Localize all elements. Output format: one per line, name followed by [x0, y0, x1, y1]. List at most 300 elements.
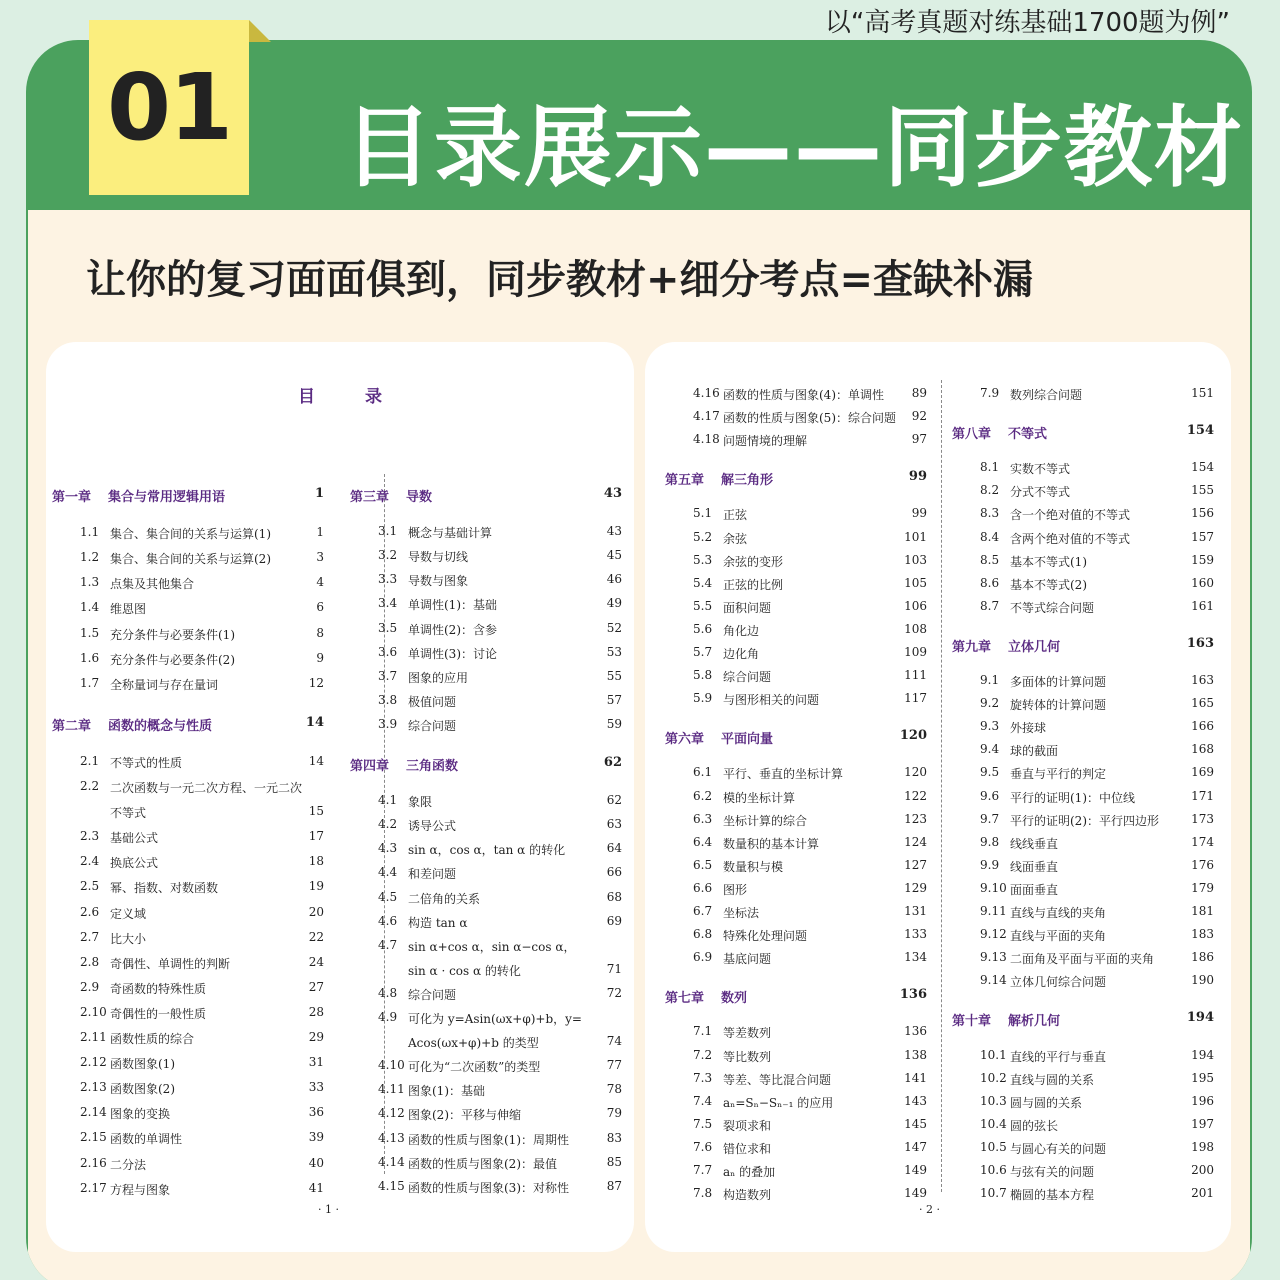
entry-page: 133 [904, 927, 927, 942]
toc-row [952, 765, 1214, 785]
entry-number: 9.14 [980, 973, 1007, 988]
entry-number: 4.1 [378, 793, 398, 808]
entry-title: 基本不等式(1) [1010, 554, 1087, 569]
toc-row [665, 668, 927, 688]
entry-page: 136 [904, 1024, 927, 1039]
entry-page: 79 [606, 1106, 622, 1121]
entry-title: 单调性(1)：基础 [408, 598, 497, 613]
entry-number: 2.8 [80, 954, 100, 969]
entry-number: 3.3 [378, 572, 398, 587]
entry-page: 179 [1191, 880, 1214, 895]
entry-page: 62 [606, 793, 622, 808]
entry-number: 10.3 [980, 1093, 1007, 1108]
toc-row [665, 1117, 927, 1137]
entry-title: 集合、集合间的关系与运算(1) [110, 527, 271, 542]
toc-row [350, 596, 622, 616]
entry-title: 模的坐标计算 [723, 790, 796, 805]
toc-row [952, 742, 1214, 762]
entry-title: 函数图象(1) [110, 1057, 175, 1072]
entry-title: 面积问题 [723, 600, 772, 615]
toc-row [952, 460, 1214, 480]
entry-page: 196 [1191, 1093, 1214, 1108]
toc-row [952, 927, 1214, 947]
entry-title: 线线垂直 [1010, 836, 1059, 851]
toc-row [52, 1005, 324, 1025]
entry-title: 椭圆的基本方程 [1010, 1188, 1095, 1203]
entry-number: 4.7 [378, 937, 398, 952]
toc-row [665, 1163, 927, 1183]
entry-title: 二倍角的关系 [408, 891, 481, 906]
entry-page: 165 [1191, 696, 1214, 711]
toc-row [952, 858, 1214, 878]
toc-row [350, 548, 622, 568]
toc-row [665, 765, 927, 785]
toc-row [665, 432, 927, 452]
entry-page: 14 [305, 714, 324, 730]
entry-number: 4.4 [378, 865, 398, 880]
toc-row [665, 789, 927, 809]
entry-title: 数量积的基本计算 [723, 836, 820, 851]
toc-row [952, 1117, 1214, 1137]
entry-number: 1.6 [80, 650, 100, 665]
toc-row [52, 676, 324, 696]
toc-row [52, 1105, 324, 1125]
entry-page: 89 [911, 386, 927, 400]
entry-title: 综合问题 [408, 987, 457, 1002]
entry-number: 4.2 [378, 817, 398, 832]
entry-page: 57 [606, 692, 622, 707]
entry-number: 9.3 [980, 719, 1000, 734]
entry-title: 函数的单调性 [110, 1132, 183, 1147]
toc-row [52, 980, 324, 1000]
entry-title: 函数的性质与图象(5)：综合问题 [723, 411, 896, 426]
toc-row [52, 1181, 324, 1201]
entry-title: 奇偶性、单调性的判断 [110, 956, 231, 971]
entry-title: 圆的弦长 [1010, 1118, 1059, 1133]
entry-page: 71 [606, 961, 622, 976]
entry-title: 平行的证明(2)：平行四边形 [1010, 813, 1159, 828]
entry-number: 5.9 [693, 691, 713, 706]
entry-number: 10.5 [980, 1139, 1007, 1154]
entry-title: 正弦的比例 [723, 577, 784, 592]
entry-title: 坐标计算的综合 [723, 813, 808, 828]
entry-title: 图象的应用 [408, 670, 469, 685]
entry-page: 154 [1186, 423, 1214, 439]
entry-page: 141 [904, 1070, 927, 1085]
entry-page: 55 [606, 668, 622, 683]
entry-title: 综合问题 [408, 718, 457, 733]
toc-row [350, 841, 622, 861]
entry-page: 87 [606, 1178, 622, 1193]
entry-number: 第二章 [52, 718, 92, 734]
entry-title: Acos(ωx+φ)+b 的类型 [408, 1036, 539, 1051]
entry-page: 41 [308, 1180, 324, 1195]
entry-title: 等差、等比混合问题 [723, 1072, 832, 1087]
entry-title: 可化为 y=Asin(ωx+φ)+b，y= [408, 1012, 582, 1026]
entry-title: 基本不等式(2) [1010, 577, 1087, 592]
entry-number: 6.2 [693, 788, 713, 803]
entry-title: sin α · cos α 的转化 [408, 963, 521, 978]
toc-row [350, 1034, 622, 1054]
entry-page: 194 [1186, 1010, 1214, 1026]
entry-page: 197 [1191, 1116, 1214, 1131]
entry-title: 集合、集合间的关系与运算(2) [110, 552, 271, 567]
entry-number: 第六章 [665, 732, 705, 748]
toc-row [350, 890, 622, 910]
entry-title: 函数的性质与图象(1)：周期性 [408, 1132, 569, 1147]
toc-row [350, 986, 622, 1006]
entry-title: 不等式的性质 [110, 755, 183, 770]
entry-number: 7.8 [693, 1186, 713, 1201]
entry-number: 5.5 [693, 598, 713, 613]
entry-number: 第九章 [952, 639, 992, 655]
toc-page-right [645, 342, 1231, 1252]
entry-title: 二次函数与一元二次方程、一元二次 [110, 781, 303, 795]
entry-number: 2.17 [80, 1180, 107, 1195]
toc-row [665, 386, 927, 406]
entry-number: 5.8 [693, 668, 713, 683]
entry-number: 2.6 [80, 904, 100, 919]
entry-number: 6.5 [693, 857, 713, 872]
entry-page: 109 [904, 645, 927, 659]
entry-title: 集合与常用逻辑用语 [108, 490, 226, 505]
entry-number: 5.6 [693, 621, 713, 636]
badge-number: 01 [106, 54, 232, 161]
entry-page: 8 [316, 625, 324, 640]
entry-number: 2.15 [80, 1130, 107, 1145]
entry-title: 面面垂直 [1010, 882, 1059, 897]
toc-row [350, 865, 622, 885]
entry-number: 7.9 [980, 386, 1000, 400]
entry-number: 6.7 [693, 904, 713, 918]
entry-number: 第五章 [665, 473, 705, 489]
entry-title: 函数图象(2) [110, 1082, 175, 1097]
entry-page: 3 [316, 550, 324, 565]
entry-number: 8.7 [980, 598, 1000, 613]
entry-number: 9.11 [980, 904, 1007, 918]
entry-number: 2.2 [80, 779, 100, 793]
chapter-row [665, 728, 927, 748]
toc-row [52, 525, 324, 545]
entry-number: 4.17 [693, 409, 720, 424]
toc-row [952, 950, 1214, 970]
entry-title: 构造 tan α [408, 915, 468, 930]
toc-row [52, 1130, 324, 1150]
entry-page: 149 [904, 1163, 927, 1177]
entry-page: 151 [1191, 386, 1214, 400]
entry-title: aₙ=Sₙ−Sₙ₋₁ 的应用 [723, 1095, 834, 1110]
toc-row [350, 693, 622, 713]
toc-row [952, 386, 1214, 406]
entry-title: 正弦 [723, 508, 748, 523]
entry-page: 99 [911, 506, 927, 521]
entry-title: 象限 [408, 795, 433, 810]
entry-number: 2.10 [80, 1004, 107, 1019]
entry-title: 解析几何 [1008, 1014, 1061, 1030]
entry-title: 平行的证明(1)：中位线 [1010, 790, 1135, 805]
entry-number: 第七章 [665, 991, 705, 1007]
entry-title: 球的截面 [1010, 744, 1059, 759]
toc-row [350, 1131, 622, 1151]
entry-title: 直线与直线的夹角 [1010, 906, 1107, 920]
entry-number: 3.7 [378, 668, 398, 683]
entry-title: 单调性(3)：讨论 [408, 646, 497, 661]
toc-row [952, 696, 1214, 716]
entry-number: 7.4 [693, 1093, 713, 1108]
toc-row [665, 904, 927, 924]
entry-page: 4 [316, 575, 324, 590]
entry-number: 4.12 [378, 1106, 405, 1121]
entry-title: 垂直与平行的判定 [1010, 767, 1107, 782]
toc-row [52, 1080, 324, 1100]
toc-row [952, 553, 1214, 573]
entry-number: 4.6 [378, 913, 398, 928]
entry-page: 169 [1191, 765, 1214, 780]
entry-page: 92 [911, 409, 927, 424]
entry-number: 2.5 [80, 879, 100, 894]
entry-number: 2.11 [80, 1030, 107, 1044]
entry-title: 特殊化处理问题 [723, 929, 808, 944]
toc-row [350, 645, 622, 665]
entry-page: 122 [904, 788, 927, 803]
toc-row [952, 483, 1214, 503]
entry-title: 角化边 [723, 623, 760, 638]
entry-title: 平行、垂直的坐标计算 [723, 767, 844, 782]
entry-page: 168 [1191, 742, 1214, 757]
entry-page: 63 [606, 817, 622, 832]
entry-title: 综合问题 [723, 670, 772, 685]
entry-title: 立体几何 [1008, 639, 1061, 655]
entry-page: 190 [1191, 973, 1214, 988]
entry-page: 186 [1191, 950, 1214, 965]
entry-number: 第三章 [350, 490, 390, 505]
toc-row [952, 835, 1214, 855]
entry-number: 1.4 [80, 600, 100, 615]
entry-number: 3.9 [378, 716, 398, 731]
entry-number: 9.9 [980, 857, 1000, 872]
toc-row [52, 930, 324, 950]
toc-row [952, 881, 1214, 901]
entry-page: 1 [316, 525, 324, 540]
entry-number: 5.4 [693, 575, 713, 590]
entry-title: 基础公式 [110, 831, 159, 846]
entry-number: 2.14 [80, 1105, 107, 1120]
entry-page: 198 [1191, 1139, 1214, 1154]
chapter-row [665, 469, 927, 489]
toc-row [350, 1155, 622, 1175]
entry-number: 9.5 [980, 765, 1000, 780]
entry-title: 极值问题 [408, 694, 457, 709]
entry-title: 不等式 [110, 806, 147, 821]
entry-title: 构造数列 [723, 1188, 772, 1203]
toc-row [665, 645, 927, 665]
toc-row [665, 506, 927, 526]
toc-row [350, 914, 622, 934]
entry-title: 充分条件与必要条件(1) [110, 627, 235, 642]
entry-page: 176 [1191, 857, 1214, 872]
entry-number: 2.7 [80, 929, 100, 944]
entry-page: 156 [1191, 506, 1214, 521]
entry-title: 函数的性质与图象(4)：单调性 [723, 388, 884, 402]
entry-page: 9 [316, 650, 324, 665]
entry-title: 奇偶性的一般性质 [110, 1006, 207, 1021]
entry-page: 15 [308, 804, 324, 819]
entry-title: 可化为“二次函数”的类型 [408, 1060, 541, 1075]
entry-page: 143 [904, 1093, 927, 1108]
entry-page: 136 [899, 987, 927, 1003]
chapter-row [665, 987, 927, 1007]
badge-fold [249, 20, 271, 42]
entry-page: 62 [603, 755, 622, 770]
entry-title: 导数 [406, 490, 433, 505]
entry-number: 4.13 [378, 1130, 405, 1145]
toc-row [52, 854, 324, 874]
entry-page: 127 [904, 857, 927, 872]
entry-page: 78 [606, 1082, 622, 1097]
entry-title: 图象(1)：基础 [408, 1084, 485, 1099]
toc-page-left [46, 342, 634, 1252]
entry-page: 72 [606, 985, 622, 1000]
entry-page: 106 [904, 598, 927, 613]
entry-page: 20 [308, 904, 324, 919]
entry-page: 166 [1191, 719, 1214, 734]
toc-row [665, 553, 927, 573]
entry-number: 2.1 [80, 753, 100, 768]
entry-page: 159 [1191, 552, 1214, 567]
entry-title: 旋转体的计算问题 [1010, 698, 1107, 713]
entry-number: 10.4 [980, 1116, 1007, 1131]
toc-row [952, 1140, 1214, 1160]
toc-row [665, 1048, 927, 1068]
entry-number: 9.6 [980, 788, 1000, 803]
entry-title: 点集及其他集合 [110, 577, 195, 592]
entry-number: 9.10 [980, 880, 1007, 895]
entry-title: 分式不等式 [1010, 485, 1071, 500]
entry-number: 第八章 [952, 427, 992, 443]
entry-page: 117 [904, 691, 927, 706]
entry-number: 第一章 [52, 490, 92, 505]
entry-page: 161 [1191, 598, 1214, 613]
toc-row [665, 881, 927, 901]
entry-title: 定义域 [110, 906, 147, 921]
entry-title: 函数的性质与图象(3)：对称性 [408, 1180, 569, 1195]
chapter-row [52, 715, 324, 735]
toc-row [52, 626, 324, 646]
top-note: 以“高考真题对练基础1700题为例” [824, 8, 1230, 38]
entry-number: 8.6 [980, 575, 1000, 590]
entry-page: 157 [1191, 529, 1214, 544]
entry-title: 坐标法 [723, 906, 760, 920]
entry-page: 145 [904, 1116, 927, 1131]
entry-page: 69 [606, 913, 622, 928]
entry-number: 9.4 [980, 742, 1000, 757]
toc-row [350, 1058, 622, 1078]
entry-number: 9.13 [980, 950, 1007, 965]
toc-row [52, 905, 324, 925]
entry-number: 7.5 [693, 1116, 713, 1131]
entry-number: 8.1 [980, 460, 1000, 475]
toc-row [665, 812, 927, 832]
entry-title: 三角函数 [406, 759, 459, 774]
entry-page: 53 [606, 644, 622, 659]
entry-number: 7.2 [693, 1047, 713, 1062]
entry-number: 6.4 [693, 834, 713, 849]
entry-title: 含一个绝对值的不等式 [1010, 508, 1131, 523]
entry-number: 5.1 [693, 506, 713, 521]
entry-number: 10.2 [980, 1070, 1007, 1085]
entry-page: 163 [1191, 673, 1214, 687]
entry-title: 概念与基础计算 [408, 526, 493, 541]
entry-page: 97 [911, 432, 927, 447]
toc-row [665, 622, 927, 642]
toc-row [350, 621, 622, 641]
entry-number: 1.5 [80, 625, 100, 640]
entry-title: 解三角形 [721, 473, 774, 489]
entry-number: 2.4 [80, 854, 100, 869]
toc-row [952, 530, 1214, 550]
entry-number: 6.8 [693, 927, 713, 942]
toc-row [350, 717, 622, 737]
entry-page: 147 [904, 1139, 927, 1154]
entry-page: 17 [308, 829, 324, 844]
toc-row [350, 817, 622, 837]
entry-number: 2.9 [80, 979, 100, 994]
chapter-row [52, 486, 324, 506]
entry-number: 4.5 [378, 889, 398, 904]
entry-title: 外接球 [1010, 721, 1047, 736]
entry-number: 6.6 [693, 880, 713, 895]
entry-number: 第十章 [952, 1014, 992, 1030]
entry-title: 与图形相关的问题 [723, 693, 820, 708]
entry-title: 全称量词与存在量词 [110, 677, 219, 692]
entry-number: 1.1 [80, 525, 100, 540]
entry-page: 12 [308, 675, 324, 690]
entry-page: 24 [308, 954, 324, 969]
entry-number: 10.7 [980, 1186, 1007, 1201]
entry-title: 圆与圆的关系 [1010, 1095, 1083, 1110]
entry-number: 4.16 [693, 386, 720, 400]
entry-page: 39 [308, 1130, 324, 1145]
entry-page: 181 [1191, 904, 1214, 918]
toc-row [952, 1094, 1214, 1114]
entry-page: 22 [308, 929, 324, 944]
entry-page: 40 [308, 1155, 324, 1170]
entry-number: 7.1 [693, 1024, 713, 1039]
entry-title: 等比数列 [723, 1049, 772, 1064]
entry-number: 6.3 [693, 811, 713, 826]
entry-page: 36 [308, 1105, 324, 1120]
entry-title: 导数与图象 [408, 574, 469, 589]
page-folio: · 2 · [919, 1203, 940, 1216]
entry-title: 数量积与模 [723, 859, 784, 874]
entry-title: 单调性(2)：含参 [408, 622, 497, 637]
entry-page: 28 [308, 1004, 324, 1019]
entry-title: 含两个绝对值的不等式 [1010, 531, 1131, 546]
entry-title: 不等式综合问题 [1010, 600, 1095, 615]
toc-row [952, 1186, 1214, 1206]
entry-page: 154 [1191, 460, 1214, 475]
entry-page: 83 [606, 1130, 622, 1145]
entry-page: 173 [1191, 811, 1214, 826]
entry-page: 46 [606, 572, 622, 587]
toc-row [665, 409, 927, 429]
entry-number: 5.3 [693, 552, 713, 567]
entry-title: 等差数列 [723, 1026, 772, 1041]
toc-row [52, 1030, 324, 1050]
entry-title: 充分条件与必要条件(2) [110, 652, 235, 667]
chapter-row [952, 1010, 1214, 1030]
subtitle: 让你的复习面面俱到，同步教材+细分考点=查缺补漏 [86, 257, 1034, 303]
